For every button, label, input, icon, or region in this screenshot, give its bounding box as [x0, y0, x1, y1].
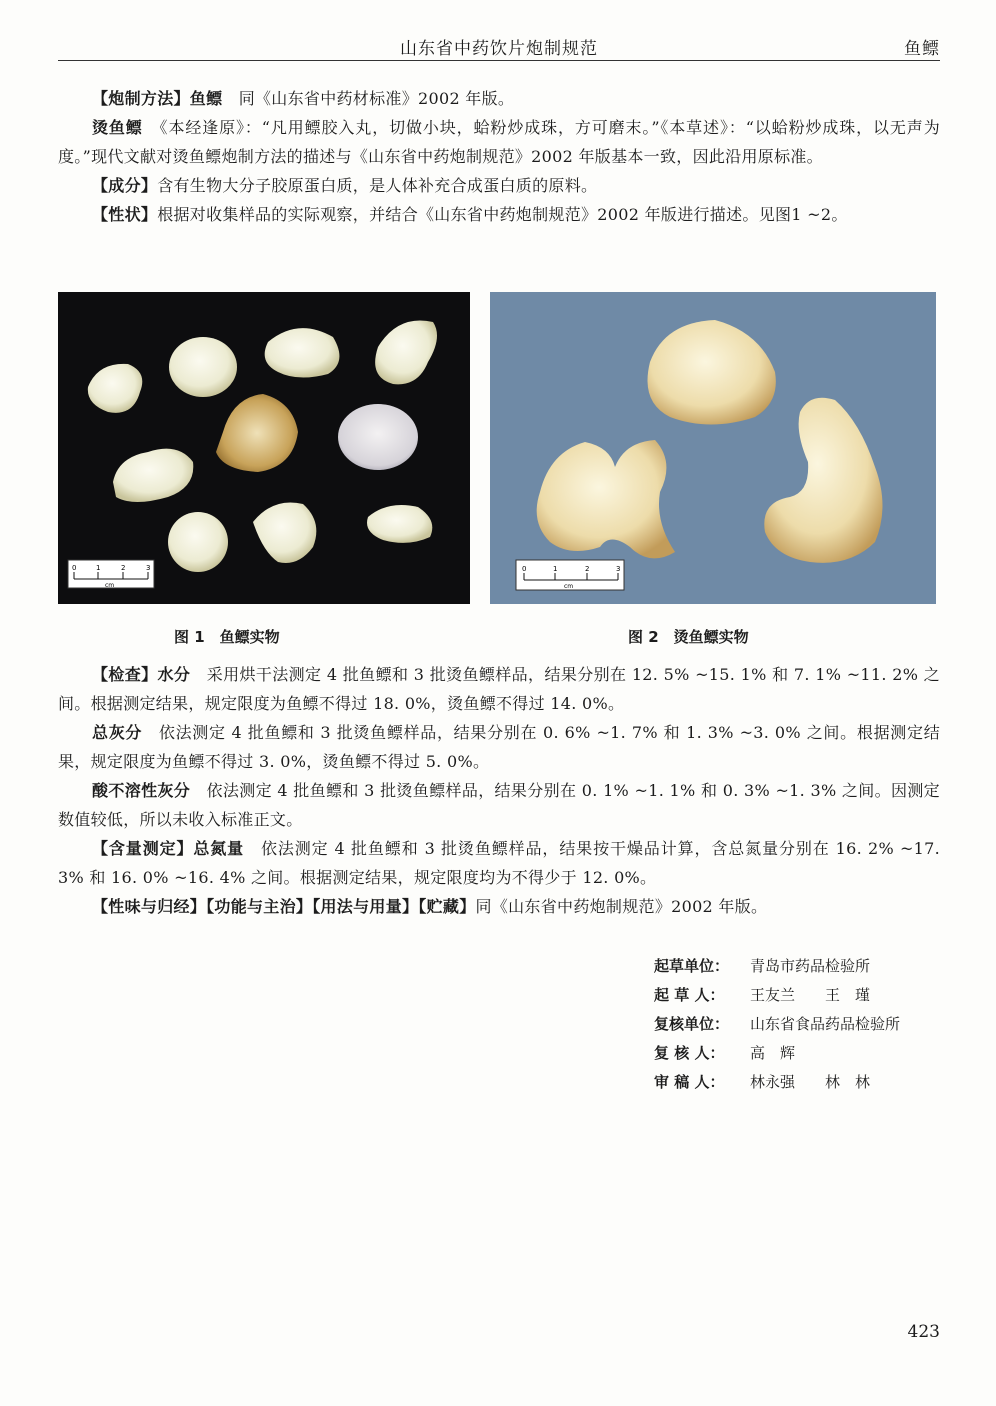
- scale-tick-2: 2: [121, 564, 126, 572]
- label-total-ash: 总灰分: [92, 723, 143, 742]
- label-acid-insoluble-ash: 酸不溶性灰分: [92, 781, 191, 800]
- body-text-bottom: [58, 660, 940, 921]
- label-properties: 【性状】: [92, 205, 158, 224]
- label-other-items: 【性味与归经】【功能与主治】【用法与用量】【贮藏】: [92, 897, 476, 916]
- signature-row: 起 草 人： 王友兰 王 瑾: [654, 986, 871, 1004]
- signature-row: 复核单位： 山东省食品药品检验所: [654, 1015, 901, 1033]
- book-title: 山东省中药饮片炮制规范: [400, 39, 598, 59]
- figure-1-photo: [58, 292, 470, 604]
- label-processing-method: 【炮制方法】鱼鳔: [92, 89, 223, 108]
- fish-maw-photo: [58, 292, 470, 604]
- running-header: [58, 28, 940, 61]
- scale-unit: cm: [564, 583, 574, 590]
- tang-fish-maw-photo: [490, 292, 936, 604]
- paragraph-total-ash: 总灰分 依法测定 4 批鱼鳔和 3 批烫鱼鳔样品，结果分别在 0. 6% ~1. 7% 和 1. 3% ~3. 0% 之间。根据测定结果，规定限度为鱼鳔不得过 3. 0%，烫鱼鳔不得过 5. 0%。: [58, 723, 940, 771]
- figures-row: [58, 292, 940, 652]
- signature-block: [654, 952, 900, 1097]
- scale-tick-0: 0: [72, 564, 77, 572]
- paragraph-other-items: 【性味与归经】【功能与主治】【用法与用量】【贮藏】同《山东省中药炮制规范》2002 年版。: [92, 897, 768, 916]
- paragraph-processing-method: 【炮制方法】鱼鳔 同《山东省中药材标准》2002 年版。: [92, 89, 515, 108]
- paragraph-tang-yubiao: 烫鱼鳔 《本经逢原》：“凡用鳔胶入丸，切做小块，蛤粉炒成珠，方可磨末。”《本草述》：“以蛤粉炒成珠，以无声为度。”现代文献对烫鱼鳔炮制方法的描述与《山东省中药炮制规范》2002 年版基本一致，因此沿用原标准。: [58, 118, 940, 166]
- scale-tick-2: 2: [585, 565, 590, 573]
- paragraph-moisture: 【检查】水分 采用烘干法测定 4 批鱼鳔和 3 批烫鱼鳔样品，结果分别在 12. 5% ~15. 1% 和 7. 1% ~11. 2% 之间。根据测定结果，规定限度为鱼鳔不得过 18. 0%，烫鱼鳔不得过 14. 0%。: [58, 665, 940, 713]
- signature-row: 起草单位： 青岛市药品检验所: [654, 957, 871, 975]
- label-content-determination: 【含量测定】总氮量: [92, 839, 245, 858]
- paragraph-properties: 【性状】根据对收集样品的实际观察，并结合《山东省中药炮制规范》2002 年版进行描述。见图1 ~2。: [92, 205, 848, 224]
- figure-1-caption: 图 1 鱼鳔实物: [174, 628, 280, 646]
- scale-tick-1: 1: [553, 565, 558, 573]
- paragraph-content-determination: 【含量测定】总氮量 依法测定 4 批鱼鳔和 3 批烫鱼鳔样品，结果按干燥品计算，含总氮量分别在 16. 2% ~17. 3% 和 16. 0% ~16. 4% 之间。根据测定结果，规定限度均为不得少于 12. 0%。: [58, 839, 940, 887]
- entry-title: 鱼鳔: [904, 39, 940, 59]
- scale-unit: cm: [105, 582, 115, 589]
- label-tang-yubiao: 烫鱼鳔: [92, 118, 143, 137]
- figure-2-caption: 图 2 烫鱼鳔实物: [628, 628, 749, 646]
- scale-tick-0: 0: [522, 565, 527, 573]
- scale-tick-3: 3: [146, 564, 151, 572]
- signature-row: 审 稿 人： 林永强 林 林: [654, 1073, 871, 1091]
- figure-2-photo: [490, 292, 936, 604]
- scale-tick-1: 1: [96, 564, 101, 572]
- page-number: 423: [907, 1322, 940, 1342]
- paragraph-composition: 【成分】含有生物大分子胶原蛋白质，是人体补充合成蛋白质的原料。: [92, 176, 598, 195]
- paragraph-acid-insoluble-ash: 酸不溶性灰分 依法测定 4 批鱼鳔和 3 批烫鱼鳔样品，结果分别在 0. 1% ~1. 1% 和 0. 3% ~1. 3% 之间。因测定数值较低，所以未收入标准正文。: [58, 781, 940, 829]
- scale-tick-3: 3: [616, 565, 621, 573]
- label-moisture: 【检查】水分: [92, 665, 191, 684]
- label-composition: 【成分】: [92, 176, 158, 195]
- body-text-top: [58, 84, 940, 229]
- signature-row: 复 核 人： 高 辉: [654, 1044, 796, 1062]
